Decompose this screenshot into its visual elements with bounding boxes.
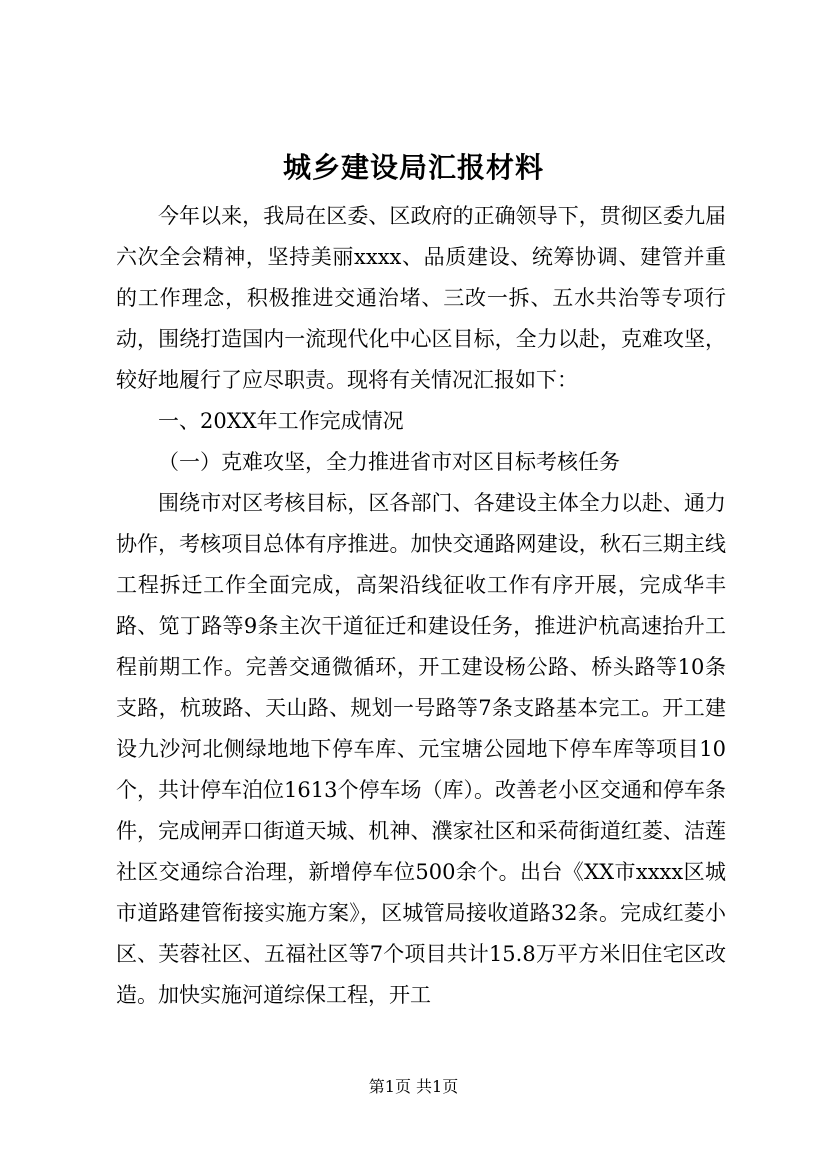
document-title: 城乡建设局汇报材料 [282, 151, 544, 184]
subsection-heading: （一）克难攻坚，全力推进省市对区目标考核任务 [158, 450, 620, 474]
section-heading: 一、20XX年工作完成情况 [158, 409, 404, 433]
document-body [116, 196, 726, 1016]
intro-paragraph: 今年以来，我局在区委、区政府的正确领导下，贯彻区委九届六次全会精神，坚持美丽xxxx、品质建设、统筹协调、建管并重的工作理念，积极推进交通治堵、三改一拆、五水共治等专项行动，围绕打造国内一流现代化中心区目标，全力以赴，克难攻坚，较好地履行了应尽职责。现将有关情况汇报如下： [116, 204, 726, 392]
page-footer: 第1页 共1页 [368, 1077, 459, 1096]
body-paragraph: 围绕市对区考核目标，区各部门、各建设主体全力以赴、通力协作，考核项目总体有序推进。加快交通路网建设，秋石三期主线工程拆迁工作全面完成，高架沿线征收工作有序开展，完成华丰路、笕丁路等9条主次干道征迁和建设任务，推进沪杭高速抬升工程前期工作。完善交通微循环，开工建设杨公路、桥头路等10条支路，杭玻路、天山路、规划一号路等7条支路基本完工。开工建设九沙河北侧绿地地下停车库、元宝塘公园地下停车库等项目10个，共计停车泊位1613个停车场（库）。改善老小区交通和停车条件，完成闸弄口街道天城、机神、濮家社区和采荷街道红菱、洁莲社区交通综合治理，新增停车位500余个。出台《XX市xxxx区城市道路建管衔接实施方案》，区城管局接收道路32条。完成红菱小区、芙蓉社区、五福社区等7个项目共计15.8万平方米旧住宅区改造。加快实施河道综保工程，开工 [116, 491, 726, 1007]
